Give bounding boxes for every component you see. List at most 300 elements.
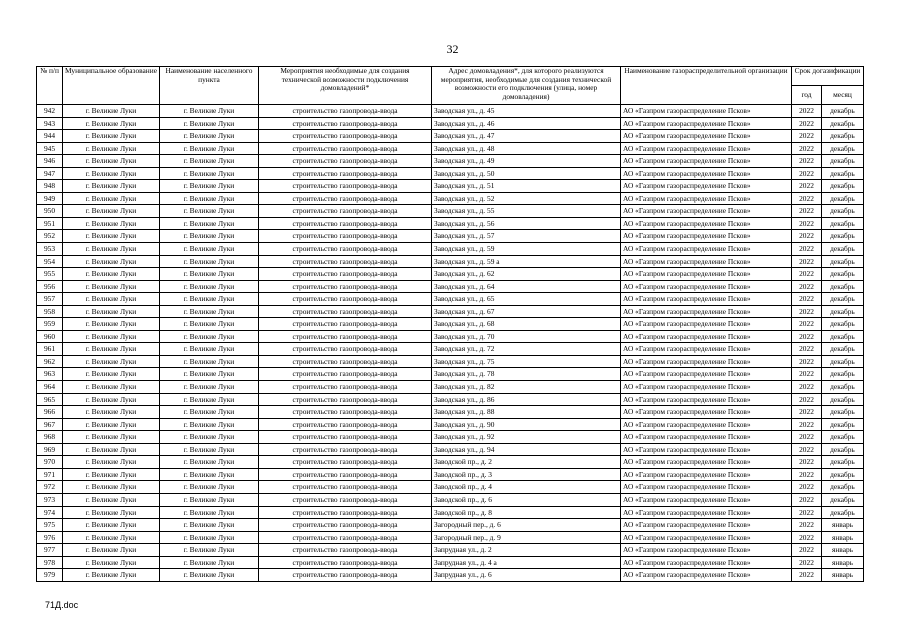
cell-place: г. Великие Луки — [160, 330, 259, 343]
cell-place: г. Великие Луки — [160, 468, 259, 481]
cell-place: г. Великие Луки — [160, 493, 259, 506]
cell-activity: строительство газопровода-ввода — [259, 268, 432, 281]
table-row — [37, 531, 864, 544]
cell-month: декабрь — [822, 443, 864, 456]
cell-year: 2022 — [792, 431, 822, 444]
cell-municipality: г. Великие Луки — [63, 255, 160, 268]
table-row — [37, 519, 864, 532]
cell-activity: строительство газопровода-ввода — [259, 355, 432, 368]
cell-num: 957 — [37, 293, 63, 306]
cell-org: АО «Газпром газораспределение Псков» — [621, 205, 792, 218]
table-row — [37, 293, 864, 306]
table-row — [37, 330, 864, 343]
cell-activity: строительство газопровода-ввода — [259, 468, 432, 481]
cell-address: Запрудная ул., д. 2 — [432, 544, 621, 557]
cell-address: Заводской пр., д. 2 — [432, 456, 621, 469]
cell-activity: строительство газопровода-ввода — [259, 456, 432, 469]
cell-municipality: г. Великие Луки — [63, 142, 160, 155]
cell-year: 2022 — [792, 355, 822, 368]
cell-num: 959 — [37, 318, 63, 331]
cell-year: 2022 — [792, 180, 822, 193]
cell-year: 2022 — [792, 393, 822, 406]
cell-address: Заводская ул., д. 75 — [432, 355, 621, 368]
cell-address: Заводская ул., д. 92 — [432, 431, 621, 444]
cell-activity: строительство газопровода-ввода — [259, 155, 432, 168]
table-row — [37, 217, 864, 230]
table-row — [37, 355, 864, 368]
cell-num: 954 — [37, 255, 63, 268]
cell-year: 2022 — [792, 105, 822, 118]
cell-org: АО «Газпром газораспределение Псков» — [621, 318, 792, 331]
cell-month: декабрь — [822, 130, 864, 143]
cell-place: г. Великие Луки — [160, 180, 259, 193]
cell-org: АО «Газпром газораспределение Псков» — [621, 368, 792, 381]
cell-year: 2022 — [792, 305, 822, 318]
cell-address: Заводской пр., д. 3 — [432, 468, 621, 481]
cell-place: г. Великие Луки — [160, 255, 259, 268]
cell-activity: строительство газопровода-ввода — [259, 192, 432, 205]
cell-month: декабрь — [822, 255, 864, 268]
cell-place: г. Великие Луки — [160, 217, 259, 230]
cell-org: АО «Газпром газораспределение Псков» — [621, 268, 792, 281]
cell-num: 979 — [37, 569, 63, 582]
cell-month: декабрь — [822, 192, 864, 205]
cell-year: 2022 — [792, 418, 822, 431]
table-row — [37, 305, 864, 318]
cell-municipality: г. Великие Луки — [63, 443, 160, 456]
table-header-row — [37, 67, 864, 86]
cell-place: г. Великие Луки — [160, 167, 259, 180]
cell-activity: строительство газопровода-ввода — [259, 280, 432, 293]
cell-year: 2022 — [792, 192, 822, 205]
cell-year: 2022 — [792, 205, 822, 218]
cell-activity: строительство газопровода-ввода — [259, 481, 432, 494]
cell-org: АО «Газпром газораспределение Псков» — [621, 493, 792, 506]
table-row — [37, 393, 864, 406]
cell-place: г. Великие Луки — [160, 393, 259, 406]
cell-place: г. Великие Луки — [160, 155, 259, 168]
cell-address: Загородный пер., д. 9 — [432, 531, 621, 544]
cell-activity: строительство газопровода-ввода — [259, 443, 432, 456]
table-row — [37, 406, 864, 419]
cell-municipality: г. Великие Луки — [63, 519, 160, 532]
cell-year: 2022 — [792, 117, 822, 130]
cell-municipality: г. Великие Луки — [63, 280, 160, 293]
cell-month: декабрь — [822, 243, 864, 256]
cell-activity: строительство газопровода-ввода — [259, 431, 432, 444]
cell-municipality: г. Великие Луки — [63, 368, 160, 381]
cell-activity: строительство газопровода-ввода — [259, 418, 432, 431]
cell-address: Заводская ул., д. 64 — [432, 280, 621, 293]
cell-place: г. Великие Луки — [160, 105, 259, 118]
cell-num: 973 — [37, 493, 63, 506]
cell-address: Заводская ул., д. 55 — [432, 205, 621, 218]
cell-num: 976 — [37, 531, 63, 544]
cell-address: Заводская ул., д. 86 — [432, 393, 621, 406]
cell-address: Заводская ул., д. 94 — [432, 443, 621, 456]
cell-num: 963 — [37, 368, 63, 381]
cell-month: декабрь — [822, 142, 864, 155]
cell-municipality: г. Великие Луки — [63, 343, 160, 356]
cell-org: АО «Газпром газораспределение Псков» — [621, 355, 792, 368]
header-year: год — [792, 86, 822, 105]
header-org: Наименование газораспределительной организации — [621, 67, 792, 105]
table-row — [37, 468, 864, 481]
cell-org: АО «Газпром газораспределение Псков» — [621, 381, 792, 394]
cell-num: 944 — [37, 130, 63, 143]
cell-activity: строительство газопровода-ввода — [259, 180, 432, 193]
cell-year: 2022 — [792, 243, 822, 256]
cell-month: декабрь — [822, 180, 864, 193]
cell-address: Заводской пр., д. 6 — [432, 493, 621, 506]
cell-activity: строительство газопровода-ввода — [259, 167, 432, 180]
cell-org: АО «Газпром газораспределение Псков» — [621, 280, 792, 293]
cell-num: 958 — [37, 305, 63, 318]
cell-month: декабрь — [822, 368, 864, 381]
cell-month: январь — [822, 544, 864, 557]
cell-year: 2022 — [792, 368, 822, 381]
cell-place: г. Великие Луки — [160, 556, 259, 569]
table-row — [37, 155, 864, 168]
cell-year: 2022 — [792, 330, 822, 343]
cell-activity: строительство газопровода-ввода — [259, 318, 432, 331]
cell-num: 949 — [37, 192, 63, 205]
table-row — [37, 130, 864, 143]
cell-num: 945 — [37, 142, 63, 155]
cell-place: г. Великие Луки — [160, 293, 259, 306]
cell-address: Заводская ул., д. 45 — [432, 105, 621, 118]
cell-month: декабрь — [822, 330, 864, 343]
cell-municipality: г. Великие Луки — [63, 393, 160, 406]
cell-municipality: г. Великие Луки — [63, 268, 160, 281]
cell-num: 964 — [37, 381, 63, 394]
cell-municipality: г. Великие Луки — [63, 355, 160, 368]
cell-num: 972 — [37, 481, 63, 494]
cell-activity: строительство газопровода-ввода — [259, 142, 432, 155]
table-row — [37, 506, 864, 519]
cell-num: 977 — [37, 544, 63, 557]
table-row — [37, 117, 864, 130]
cell-address: Заводская ул., д. 82 — [432, 381, 621, 394]
cell-municipality: г. Великие Луки — [63, 418, 160, 431]
header-place: Наименование населенного пункта — [160, 67, 259, 105]
cell-org: АО «Газпром газораспределение Псков» — [621, 230, 792, 243]
cell-place: г. Великие Луки — [160, 305, 259, 318]
cell-address: Заводская ул., д. 56 — [432, 217, 621, 230]
cell-address: Заводская ул., д. 57 — [432, 230, 621, 243]
cell-num: 950 — [37, 205, 63, 218]
cell-year: 2022 — [792, 443, 822, 456]
cell-activity: строительство газопровода-ввода — [259, 343, 432, 356]
cell-activity: строительство газопровода-ввода — [259, 230, 432, 243]
table-row — [37, 481, 864, 494]
cell-num: 969 — [37, 443, 63, 456]
cell-place: г. Великие Луки — [160, 230, 259, 243]
cell-municipality: г. Великие Луки — [63, 293, 160, 306]
cell-num: 960 — [37, 330, 63, 343]
cell-activity: строительство газопровода-ввода — [259, 305, 432, 318]
cell-num: 974 — [37, 506, 63, 519]
cell-org: АО «Газпром газораспределение Псков» — [621, 305, 792, 318]
table-row — [37, 205, 864, 218]
header-activity: Мероприятия необходимые для создания технической возможности подключения домовладений* — [259, 67, 432, 105]
cell-year: 2022 — [792, 381, 822, 394]
cell-address: Заводская ул., д. 46 — [432, 117, 621, 130]
cell-address: Заводская ул., д. 48 — [432, 142, 621, 155]
cell-activity: строительство газопровода-ввода — [259, 293, 432, 306]
cell-year: 2022 — [792, 167, 822, 180]
cell-month: декабрь — [822, 117, 864, 130]
cell-address: Заводская ул., д. 50 — [432, 167, 621, 180]
cell-year: 2022 — [792, 481, 822, 494]
cell-address: Заводская ул., д. 51 — [432, 180, 621, 193]
cell-year: 2022 — [792, 293, 822, 306]
cell-address: Заводская ул., д. 90 — [432, 418, 621, 431]
cell-num: 965 — [37, 393, 63, 406]
cell-place: г. Великие Луки — [160, 381, 259, 394]
cell-municipality: г. Великие Луки — [63, 205, 160, 218]
cell-month: декабрь — [822, 105, 864, 118]
cell-activity: строительство газопровода-ввода — [259, 368, 432, 381]
cell-year: 2022 — [792, 531, 822, 544]
cell-activity: строительство газопровода-ввода — [259, 569, 432, 582]
cell-month: декабрь — [822, 468, 864, 481]
cell-org: АО «Газпром газораспределение Псков» — [621, 167, 792, 180]
cell-org: АО «Газпром газораспределение Псков» — [621, 506, 792, 519]
cell-municipality: г. Великие Луки — [63, 105, 160, 118]
cell-month: декабрь — [822, 406, 864, 419]
cell-month: январь — [822, 569, 864, 582]
cell-activity: строительство газопровода-ввода — [259, 393, 432, 406]
cell-month: декабрь — [822, 418, 864, 431]
table-row — [37, 544, 864, 557]
cell-place: г. Великие Луки — [160, 544, 259, 557]
cell-month: декабрь — [822, 305, 864, 318]
cell-month: январь — [822, 531, 864, 544]
cell-num: 968 — [37, 431, 63, 444]
cell-org: АО «Газпром газораспределение Псков» — [621, 180, 792, 193]
cell-num: 962 — [37, 355, 63, 368]
cell-place: г. Великие Луки — [160, 443, 259, 456]
cell-num: 955 — [37, 268, 63, 281]
cell-municipality: г. Великие Луки — [63, 243, 160, 256]
cell-place: г. Великие Луки — [160, 406, 259, 419]
cell-month: декабрь — [822, 355, 864, 368]
cell-month: декабрь — [822, 343, 864, 356]
cell-place: г. Великие Луки — [160, 117, 259, 130]
cell-address: Заводская ул., д. 68 — [432, 318, 621, 331]
table-row — [37, 318, 864, 331]
cell-month: декабрь — [822, 481, 864, 494]
cell-num: 970 — [37, 456, 63, 469]
cell-activity: строительство газопровода-ввода — [259, 330, 432, 343]
cell-year: 2022 — [792, 280, 822, 293]
cell-month: декабрь — [822, 155, 864, 168]
cell-month: декабрь — [822, 167, 864, 180]
cell-num: 971 — [37, 468, 63, 481]
cell-municipality: г. Великие Луки — [63, 217, 160, 230]
cell-place: г. Великие Луки — [160, 130, 259, 143]
table-row — [37, 180, 864, 193]
cell-municipality: г. Великие Луки — [63, 556, 160, 569]
cell-org: АО «Газпром газораспределение Псков» — [621, 255, 792, 268]
cell-place: г. Великие Луки — [160, 192, 259, 205]
table-row — [37, 192, 864, 205]
cell-num: 947 — [37, 167, 63, 180]
cell-num: 953 — [37, 243, 63, 256]
gasification-table — [36, 66, 864, 582]
table-row — [37, 268, 864, 281]
cell-org: АО «Газпром газораспределение Псков» — [621, 105, 792, 118]
cell-municipality: г. Великие Луки — [63, 531, 160, 544]
header-num: № п/п — [37, 67, 63, 105]
header-term: Срок догазификации — [792, 67, 864, 86]
cell-month: декабрь — [822, 393, 864, 406]
cell-municipality: г. Великие Луки — [63, 305, 160, 318]
cell-activity: строительство газопровода-ввода — [259, 556, 432, 569]
cell-org: АО «Газпром газораспределение Псков» — [621, 192, 792, 205]
cell-activity: строительство газопровода-ввода — [259, 205, 432, 218]
cell-year: 2022 — [792, 456, 822, 469]
cell-num: 956 — [37, 280, 63, 293]
cell-place: г. Великие Луки — [160, 205, 259, 218]
cell-activity: строительство газопровода-ввода — [259, 406, 432, 419]
cell-municipality: г. Великие Луки — [63, 117, 160, 130]
cell-month: декабрь — [822, 431, 864, 444]
cell-place: г. Великие Луки — [160, 431, 259, 444]
cell-month: декабрь — [822, 456, 864, 469]
cell-org: АО «Газпром газораспределение Псков» — [621, 531, 792, 544]
table-row — [37, 443, 864, 456]
header-address: Адрес домовладения*, для которого реализуются мероприятия, необходимые для создания технической возможности его подключения (улица, номер домовладения) — [432, 67, 621, 105]
cell-num: 951 — [37, 217, 63, 230]
cell-org: АО «Газпром газораспределение Псков» — [621, 155, 792, 168]
cell-org: АО «Газпром газораспределение Псков» — [621, 243, 792, 256]
cell-address: Заводской пр., д. 4 — [432, 481, 621, 494]
cell-num: 952 — [37, 230, 63, 243]
cell-year: 2022 — [792, 406, 822, 419]
cell-address: Запрудная ул., д. 6 — [432, 569, 621, 582]
cell-year: 2022 — [792, 519, 822, 532]
header-month: месяц — [822, 86, 864, 105]
cell-month: декабрь — [822, 205, 864, 218]
cell-municipality: г. Великие Луки — [63, 493, 160, 506]
cell-address: Заводская ул., д. 67 — [432, 305, 621, 318]
cell-org: АО «Газпром газораспределение Псков» — [621, 418, 792, 431]
cell-address: Заводская ул., д. 47 — [432, 130, 621, 143]
cell-org: АО «Газпром газораспределение Псков» — [621, 130, 792, 143]
cell-place: г. Великие Луки — [160, 506, 259, 519]
cell-place: г. Великие Луки — [160, 243, 259, 256]
cell-place: г. Великие Луки — [160, 343, 259, 356]
cell-municipality: г. Великие Луки — [63, 167, 160, 180]
table-row — [37, 456, 864, 469]
table-row — [37, 280, 864, 293]
cell-place: г. Великие Луки — [160, 481, 259, 494]
cell-org: АО «Газпром газораспределение Псков» — [621, 544, 792, 557]
cell-org: АО «Газпром газораспределение Псков» — [621, 481, 792, 494]
cell-municipality: г. Великие Луки — [63, 506, 160, 519]
cell-activity: строительство газопровода-ввода — [259, 381, 432, 394]
table-row — [37, 142, 864, 155]
cell-municipality: г. Великие Луки — [63, 431, 160, 444]
cell-year: 2022 — [792, 493, 822, 506]
cell-municipality: г. Великие Луки — [63, 406, 160, 419]
cell-month: декабрь — [822, 381, 864, 394]
page-number: 32 — [446, 42, 459, 56]
cell-month: январь — [822, 556, 864, 569]
cell-year: 2022 — [792, 506, 822, 519]
cell-month: декабрь — [822, 506, 864, 519]
cell-activity: строительство газопровода-ввода — [259, 255, 432, 268]
cell-municipality: г. Великие Луки — [63, 230, 160, 243]
cell-municipality: г. Великие Луки — [63, 544, 160, 557]
cell-place: г. Великие Луки — [160, 318, 259, 331]
cell-place: г. Великие Луки — [160, 355, 259, 368]
cell-num: 943 — [37, 117, 63, 130]
cell-address: Заводская ул., д. 72 — [432, 343, 621, 356]
table-row — [37, 343, 864, 356]
cell-org: АО «Газпром газораспределение Псков» — [621, 406, 792, 419]
cell-year: 2022 — [792, 255, 822, 268]
cell-address: Заводская ул., д. 70 — [432, 330, 621, 343]
cell-month: декабрь — [822, 280, 864, 293]
cell-address: Заводская ул., д. 52 — [432, 192, 621, 205]
cell-month: январь — [822, 519, 864, 532]
header-municipality: Муниципальное образование — [63, 67, 160, 105]
cell-num: 942 — [37, 105, 63, 118]
cell-year: 2022 — [792, 468, 822, 481]
cell-address: Заводская ул., д. 65 — [432, 293, 621, 306]
cell-activity: строительство газопровода-ввода — [259, 519, 432, 532]
cell-municipality: г. Великие Луки — [63, 330, 160, 343]
table-row — [37, 493, 864, 506]
cell-org: АО «Газпром газораспределение Псков» — [621, 330, 792, 343]
cell-activity: строительство газопровода-ввода — [259, 243, 432, 256]
table-row — [37, 255, 864, 268]
cell-address: Заводской пр., д. 8 — [432, 506, 621, 519]
cell-activity: строительство газопровода-ввода — [259, 105, 432, 118]
cell-year: 2022 — [792, 268, 822, 281]
cell-municipality: г. Великие Луки — [63, 381, 160, 394]
cell-municipality: г. Великие Луки — [63, 318, 160, 331]
cell-org: АО «Газпром газораспределение Псков» — [621, 443, 792, 456]
table-row — [37, 167, 864, 180]
cell-month: декабрь — [822, 230, 864, 243]
cell-place: г. Великие Луки — [160, 531, 259, 544]
table-row — [37, 418, 864, 431]
cell-num: 948 — [37, 180, 63, 193]
cell-place: г. Великие Луки — [160, 456, 259, 469]
cell-municipality: г. Великие Луки — [63, 468, 160, 481]
cell-activity: строительство газопровода-ввода — [259, 544, 432, 557]
table-row — [37, 431, 864, 444]
cell-municipality: г. Великие Луки — [63, 180, 160, 193]
cell-activity: строительство газопровода-ввода — [259, 117, 432, 130]
footer-filename: 71Д.doc — [45, 600, 79, 610]
cell-year: 2022 — [792, 318, 822, 331]
cell-year: 2022 — [792, 142, 822, 155]
cell-activity: строительство газопровода-ввода — [259, 130, 432, 143]
table-row — [37, 569, 864, 582]
cell-month: декабрь — [822, 217, 864, 230]
table-row — [37, 381, 864, 394]
cell-activity: строительство газопровода-ввода — [259, 531, 432, 544]
cell-municipality: г. Великие Луки — [63, 192, 160, 205]
cell-address: Загородный пер., д. 6 — [432, 519, 621, 532]
cell-year: 2022 — [792, 130, 822, 143]
cell-year: 2022 — [792, 556, 822, 569]
